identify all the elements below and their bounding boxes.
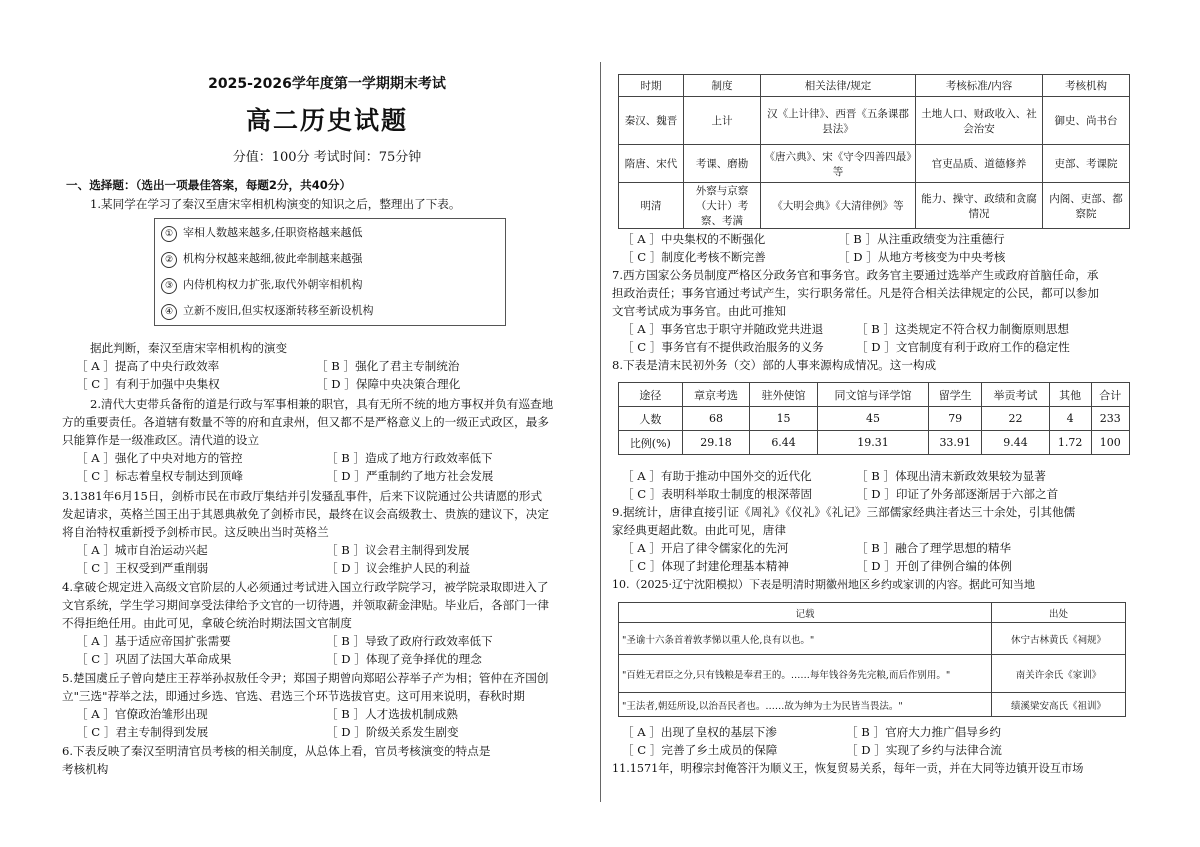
q10-option-a[interactable]: ［ A ］出现了皇权的基层下渗 [622, 725, 777, 739]
q10-option-b[interactable]: ［ B ］官府大力推广倡导乡约 [846, 725, 1002, 739]
table-row [619, 183, 1130, 229]
q3-option-a[interactable]: ［ A ］城市自治运动兴起 [76, 543, 208, 557]
q2-line3: 只能算作是一级准政区。清代道的设立 [62, 433, 260, 447]
table-cell: 吏部、考课院 [1043, 145, 1130, 183]
q3-line1: 3.1381年6月15日，剑桥市民在市政厅集结并引发骚乱事件，后来下议院通过公共请愿的形式 [62, 489, 543, 503]
q4-option-a[interactable]: ［ A ］基于适应帝国扩张需要 [76, 634, 231, 648]
table-header: 途径 [619, 383, 683, 407]
table-cell: 4 [1049, 407, 1091, 431]
table-cell: 《唐六典》、宋《守令四善四最》等 [761, 145, 916, 183]
q5-option-a[interactable]: ［ A ］官僚政治雏形出现 [76, 707, 208, 721]
table-cell: 33.91 [929, 431, 982, 455]
table-header: 制度 [684, 75, 761, 97]
table-cell: 45 [817, 407, 928, 431]
table-cell: 外察与京察（大计）考察、考满 [684, 183, 761, 229]
q7-option-d[interactable]: ［ D ］文官制度有利于政府工作的稳定性 [856, 340, 1070, 354]
table-cell: 6.44 [750, 431, 818, 455]
q3-line3: 将自治特权重新授予剑桥市民。这反映出当时英格兰 [62, 525, 329, 539]
q5-option-c[interactable]: ［ C ］君主专制得到发展 [76, 725, 209, 739]
table-cell: 人数 [619, 407, 683, 431]
q1-lead: 据此判断，秦汉至唐宋宰相机构的演变 [90, 341, 288, 355]
q4-option-b[interactable]: ［ B ］导致了政府行政效率低下 [326, 634, 493, 648]
table-cell: 1.72 [1049, 431, 1091, 455]
q8-stem: 8.下表是清末民初外务（交）部的人事来源构成情况。这一构成 [612, 358, 937, 372]
section-heading: 一、选择题：（选出一项最佳答案，每题2分，共40分） [66, 178, 352, 192]
table-row [619, 431, 1130, 455]
table-cell: 9.44 [982, 431, 1050, 455]
table-cell: 100 [1091, 431, 1129, 455]
q9-option-b[interactable]: ［ B ］融合了理学思想的精华 [856, 541, 1012, 555]
table-header: 其他 [1049, 383, 1091, 407]
q7-line3: 文官考试成为事务官。由此可推知 [612, 304, 786, 318]
q8-option-a[interactable]: ［ A ］有助于推动中国外交的近代化 [622, 469, 812, 483]
q5-option-d[interactable]: ［ D ］阶级关系发生剧变 [326, 725, 459, 739]
table-row [619, 407, 1130, 431]
q6-option-d[interactable]: ［ D ］从地方考核变为中央考核 [838, 250, 1006, 264]
table-header: 举贡考试 [982, 383, 1050, 407]
table-cell: 能力、操守、政绩和贪腐情况 [916, 183, 1043, 229]
table-cell: "百姓无君臣之分,只有钱粮是奉君王的。……每年钱谷务先完粮,而后作别用。" [619, 655, 992, 693]
q1-notes-box [154, 218, 506, 326]
column-divider [600, 62, 601, 802]
table-header: 驻外使馆 [750, 383, 818, 407]
q6-option-b[interactable]: ［ B ］从注重政绩变为注重德行 [838, 232, 1005, 246]
table-cell: 29.18 [682, 431, 750, 455]
table-cell: 秦汉、魏晋 [619, 97, 684, 145]
q5-option-b[interactable]: ［ B ］人才选拔机制成熟 [326, 707, 458, 721]
table-header: 章京考选 [682, 383, 750, 407]
table-row [619, 693, 1126, 717]
q2-option-d[interactable]: ［ D ］严重制约了地方社会发展 [326, 469, 494, 483]
q8-option-b[interactable]: ［ B ］体现出清末新政效果较为显著 [856, 469, 1046, 483]
table-row [619, 97, 1130, 145]
table-cell: 15 [750, 407, 818, 431]
q8-option-c[interactable]: ［ C ］表明科举取士制度的根深蒂固 [622, 487, 813, 501]
q9-option-a[interactable]: ［ A ］开启了律令儒家化的先河 [622, 541, 789, 555]
q1-stem: 1.某同学在学习了秦汉至唐宋宰相机构演变的知识之后，整理出了下表。 [90, 197, 461, 211]
q5-line2: 立"三选"荐举之法，即通过乡选、官选、君选三个环节选拔官吏。这可用来说明，春秋时期 [62, 689, 525, 703]
table-cell: 汉《上计律》、西晋《五条课郡县法》 [761, 97, 916, 145]
table-row [619, 623, 1126, 655]
q1-note: ② 机构分权越来越细,彼此牵制越来越强 [161, 250, 363, 268]
table-header: 考核机构 [1043, 75, 1130, 97]
table-cell: 233 [1091, 407, 1129, 431]
q7-option-a[interactable]: ［ A ］事务官忠于职守并随政党共进退 [622, 322, 824, 336]
q1-option-c[interactable]: ［ C ］有利于加强中央集权 [76, 377, 220, 391]
table-cell: 79 [929, 407, 982, 431]
table-cell: 22 [982, 407, 1050, 431]
q8-option-d[interactable]: ［ D ］印证了外务部逐渐居于六部之首 [856, 487, 1059, 501]
q1-note: ④ 立新不废旧,但实权逐渐转移至新设机构 [161, 302, 374, 320]
table-header: 留学生 [929, 383, 982, 407]
q3-option-c[interactable]: ［ C ］王权受到严重削弱 [76, 561, 209, 575]
table-cell: "王法者,朝廷所设,以治吾民者也。……故为绅为士为民皆当畏法。" [619, 693, 992, 717]
q2-option-c[interactable]: ［ C ］标志着皇权专制达到顶峰 [76, 469, 243, 483]
q6-option-a[interactable]: ［ A ］中央集权的不断强化 [622, 232, 766, 246]
table-cell: 19.31 [817, 431, 928, 455]
q1-note: ① 宰相人数越来越多,任职资格越来越低 [161, 224, 363, 242]
q1-note: ③ 内侍机构权力扩张,取代外朝宰相机构 [161, 276, 363, 294]
q10-option-c[interactable]: ［ C ］完善了乡土成员的保障 [622, 743, 778, 757]
table-header: 相关法律/规定 [761, 75, 916, 97]
q7-line1: 7.西方国家公务员制度严格区分政务官和事务官。政务官主要通过选举产生或政府首脑任命，承 [612, 268, 1099, 282]
q8-table [618, 382, 1130, 455]
table-cell: 官吏品质、道德修养 [916, 145, 1043, 183]
table-header: 考核标准/内容 [916, 75, 1043, 97]
table-cell: 南关许余氏《家训》 [992, 655, 1126, 693]
exam-meta: 分值：100分 考试时间：75分钟 [232, 150, 422, 165]
number-badge: ④ [161, 304, 177, 320]
q10-table [618, 602, 1126, 717]
number-badge: ② [161, 252, 177, 268]
q11-line1: 11.1571年，明穆宗封俺答汗为顺义王，恢复贸易关系，每年一贡，并在大同等边镇开设互市场 [612, 762, 1084, 775]
number-badge: ① [161, 226, 177, 242]
q5-line1: 5.楚国虞丘子曾向楚庄王荐举孙叔敖任令尹；郑国子期曾向郑昭公荐举子产为相；管仲在齐国创 [62, 671, 549, 685]
table-cell: "圣谕十六条首着敦孝悌以重人伦,良有以也。" [619, 623, 992, 655]
q9-option-d[interactable]: ［ D ］开创了律例合编的体例 [856, 559, 1012, 573]
table-header: 时期 [619, 75, 684, 97]
table-header: 记载 [619, 603, 992, 623]
q6-line1: 6.下表反映了秦汉至明清官员考核的相关制度，从总体上看，官员考核演变的特点是 [62, 744, 491, 758]
q3-line2: 发起请求，英格兰国王出于其恩典赦免了剑桥市民，最终在议会高级教士、贵族的建议下，决定 [62, 507, 549, 521]
table-cell: 御史、尚书台 [1043, 97, 1130, 145]
q9-line2: 家经典更超此数。由此可见，唐律 [612, 523, 786, 537]
table-cell: 考课、磨勘 [684, 145, 761, 183]
q2-line2: 方的重要责任。各道辖有数量不等的府和直隶州，但又都不是严格意义上的一级正式政区，最多 [62, 415, 549, 429]
q7-line2: 担政治责任；事务官通过考试产生，实行职务常任。凡是符合相关法律规定的公民，都可以参加 [612, 286, 1099, 300]
table-cell: 《大明会典》《大清律例》等 [761, 183, 916, 229]
q4-line2: 文官系统，学生学习期间享受法律给予文官的一切待遇，并领取薪金津贴。毕业后，各部门一律 [62, 598, 549, 612]
table-cell: 绩溪梁安高氏《祖训》 [992, 693, 1126, 717]
table-cell: 上计 [684, 97, 761, 145]
number-badge: ③ [161, 278, 177, 294]
q4-line1: 4.拿破仑规定进入高级文官阶层的人必须通过考试进入国立行政学院学习，被学院录取即进入了 [62, 580, 549, 594]
q10-stem: 10.（2025·辽宁沈阳模拟）下表是明清时期徽州地区乡约或家训的内容。据此可知当地 [612, 578, 1035, 591]
q2-option-a[interactable]: ［ A ］强化了中央对地方的管控 [76, 451, 243, 465]
q3-option-d[interactable]: ［ D ］议会维护人民的利益 [326, 561, 471, 575]
q1-option-a[interactable]: ［ A ］提高了中央行政效率 [76, 359, 220, 373]
table-row [619, 145, 1130, 183]
q10-option-d[interactable]: ［ D ］实现了乡约与法律合流 [846, 743, 1002, 757]
q9-line1: 9.据统计，唐律直接引证《周礼》《仪礼》《礼记》三部儒家经典注者达三十余处，引其他儒 [612, 505, 1076, 519]
q7-option-c[interactable]: ［ C ］事务官有不提供政治服务的义务 [622, 340, 824, 354]
table-row [619, 655, 1126, 693]
table-cell: 土地人口、财政收入、社会治安 [916, 97, 1043, 145]
q3-option-b[interactable]: ［ B ］议会君主制得到发展 [326, 543, 470, 557]
table-header: 合计 [1091, 383, 1129, 407]
q9-option-c[interactable]: ［ C ］体现了封建伦理基本精神 [622, 559, 789, 573]
q4-line3: 不得拒绝任用。由此可见，拿破仑统治时期法国文官制度 [62, 616, 352, 630]
table-cell: 明清 [619, 183, 684, 229]
table-header: 同文馆与译学馆 [817, 383, 928, 407]
table-cell: 内阁、吏部、都察院 [1043, 183, 1130, 229]
table-cell: 隋唐、宋代 [619, 145, 684, 183]
q2-line1: 2.清代大吏带兵备衔的道是行政与军事相兼的职官，具有无所不统的地方事权并负有巡查地 [90, 397, 554, 411]
q6-table [618, 74, 1130, 229]
exam-title: 2025-2026学年度第一学期期末考试 [208, 76, 446, 92]
table-cell: 比例(%) [619, 431, 683, 455]
table-cell: 休宁古林黄氏《祠规》 [992, 623, 1126, 655]
q4-option-d[interactable]: ［ D ］体现了竞争择优的理念 [326, 652, 482, 666]
q7-option-b[interactable]: ［ B ］这类规定不符合权力制衡原则思想 [856, 322, 1069, 336]
q6-line2: 考核机构 [62, 762, 109, 776]
table-header: 出处 [992, 603, 1126, 623]
subject-title: 高二历史试题 [245, 106, 408, 135]
q6-option-c[interactable]: ［ C ］制度化考核不断完善 [622, 250, 766, 264]
q1-option-d[interactable]: ［ D ］保障中央决策合理化 [316, 377, 461, 391]
table-cell: 68 [682, 407, 750, 431]
q2-option-b[interactable]: ［ B ］造成了地方行政效率低下 [326, 451, 493, 465]
q1-option-b[interactable]: ［ B ］强化了君主专制统治 [316, 359, 460, 373]
q4-option-c[interactable]: ［ C ］巩固了法国大革命成果 [76, 652, 232, 666]
